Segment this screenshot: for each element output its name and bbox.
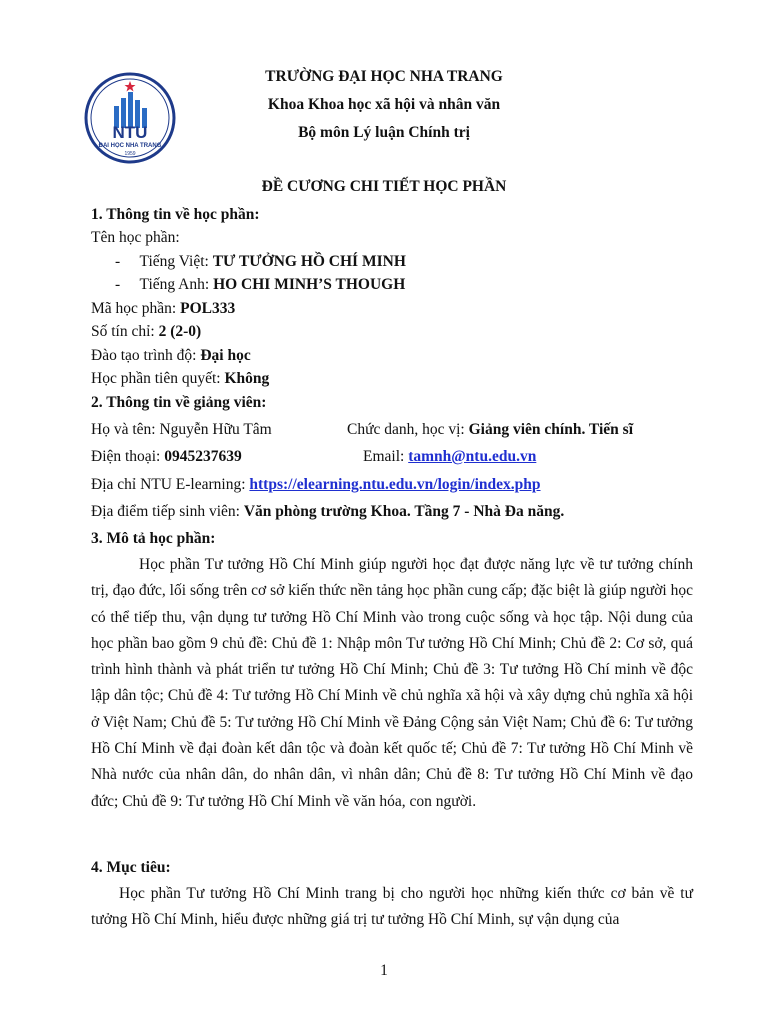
credits-label: Số tín chỉ: (91, 323, 159, 340)
page-number: 1 (380, 962, 388, 979)
logo-year: 1959 (124, 151, 136, 157)
section1-heading: 1. Thông tin về học phần: (91, 206, 260, 223)
university-name: TRƯỜNG ĐẠI HỌC NHA TRANG (265, 68, 503, 85)
email-row (363, 448, 536, 466)
elearning-row (91, 476, 541, 494)
elearning-link[interactable]: https://elearning.ntu.edu.vn/login/index.php (249, 476, 541, 493)
en-name-label: Tiếng Anh: (139, 276, 214, 293)
course-code-label: Mã học phần: (91, 300, 181, 317)
en-name-value: HO CHI MINH’S THOUGH (213, 276, 406, 293)
phone-value: 0945237639 (164, 448, 242, 465)
course-name-label: Tên học phần: (91, 229, 180, 246)
en-name-row: - Tiếng Anh: HO CHI MINH’S THOUGH (115, 276, 406, 293)
level-value: Đại học (200, 347, 251, 364)
logo-text: NTU (112, 123, 148, 142)
lecturer-name: Họ và tên: Nguyễn Hữu Tâm (91, 421, 272, 438)
vn-name-value: TƯ TƯỞNG HỒ CHÍ MINH (212, 253, 406, 270)
elearning-label: Địa chỉ NTU E-learning: (91, 476, 250, 493)
phone-label: Điện thoại: (91, 448, 165, 465)
location-row (91, 503, 564, 521)
department-name: Bộ môn Lý luận Chính trị (298, 124, 470, 141)
credits-value: 2 (2-0) (158, 323, 202, 340)
prereq-label: Học phần tiên quyết: (91, 370, 225, 387)
vn-name-row: - Tiếng Việt: TƯ TƯỞNG HỒ CHÍ MINH (115, 253, 406, 270)
phone-row (91, 448, 242, 466)
section3-body: Học phần Tư tưởng Hồ Chí Minh giúp người học đạt được năng lực về tư tưởng chính trị, đạo đức, lối sống trên cơ sở kiến thức nền tảng học phần cung cấp; đặc biệt là giúp người học có thể tiếp thu, vận dụng tư tưởng Hồ Chí Minh vào trong cuộc sống và học tập. Nội dung của học phần bao gồm 9 chủ đề: Chủ đề 1: Nhập môn Tư tưởng Hồ Chí Minh; Chủ đề 2: Cơ sở, quá trình hình thành và phát triển tư tưởng Hồ Chí Minh; Chủ đề 3: Tư tưởng Hồ Chí minh về độc lập dân tộc; Chủ đề 4: Tư tưởng Hồ Chí Minh về chủ nghĩa xã hội và xây dựng chủ nghĩa xã hội ở Việt Nam; Chủ đề 5: Tư tưởng Hồ Chí Minh về Đảng Cộng sản Việt Nam; Chủ đề 6: Tư tưởng Hồ Chí Minh về đại đoàn kết dân tộc và đoàn kết quốc tế; Chủ đề 7: Tư tưởng Hồ Chí Minh về Nhà nước của nhân dân, do nhân dân, vì nhân dân; Chủ đề 8: Tư tưởng Hồ Chí Minh về đạo đức; Chủ đề 9: Tư tưởng Hồ Chí Minh về văn hóa, con người. (91, 556, 693, 810)
course-code-row (91, 300, 235, 318)
section3-heading: 3. Mô tả học phần: (91, 530, 216, 547)
vn-name-label: Tiếng Việt: (139, 253, 213, 270)
section4-heading: 4. Mục tiêu: (91, 859, 171, 876)
email-link[interactable]: tamnh@ntu.edu.vn (408, 448, 537, 465)
prereq-value: Không (224, 370, 270, 387)
course-code-value: POL333 (180, 300, 236, 317)
level-label: Đào tạo trình độ: (91, 347, 201, 364)
faculty-name: Khoa Khoa học xã hội và nhân văn (267, 96, 501, 113)
lecturer-title-row (347, 421, 633, 439)
document-title: ĐỀ CƯƠNG CHI TIẾT HỌC PHẦN (261, 178, 507, 195)
level-row (91, 347, 251, 365)
lecturer-title-value: Giảng viên chính. Tiến sĩ (468, 421, 634, 438)
prereq-row (91, 370, 269, 388)
location-value: Văn phòng trường Khoa. Tầng 7 - Nhà Đa năng. (243, 503, 565, 520)
lecturer-title-label: Chức danh, học vị: (347, 421, 469, 438)
credits-row (91, 323, 201, 341)
location-label: Địa điểm tiếp sinh viên: (91, 503, 244, 520)
logo-subtext: ĐẠI HỌC NHA TRANG (98, 143, 162, 149)
section4-body: Học phần Tư tưởng Hồ Chí Minh trang bị cho người học những kiến thức cơ bản về tư tưởng Hồ Chí Minh, hiểu được những giá trị tư tưởng Hồ Chí Minh, sự vận dụng của (91, 885, 693, 929)
section2-heading: 2. Thông tin về giảng viên: (91, 394, 267, 411)
email-label: Email: (363, 448, 409, 465)
